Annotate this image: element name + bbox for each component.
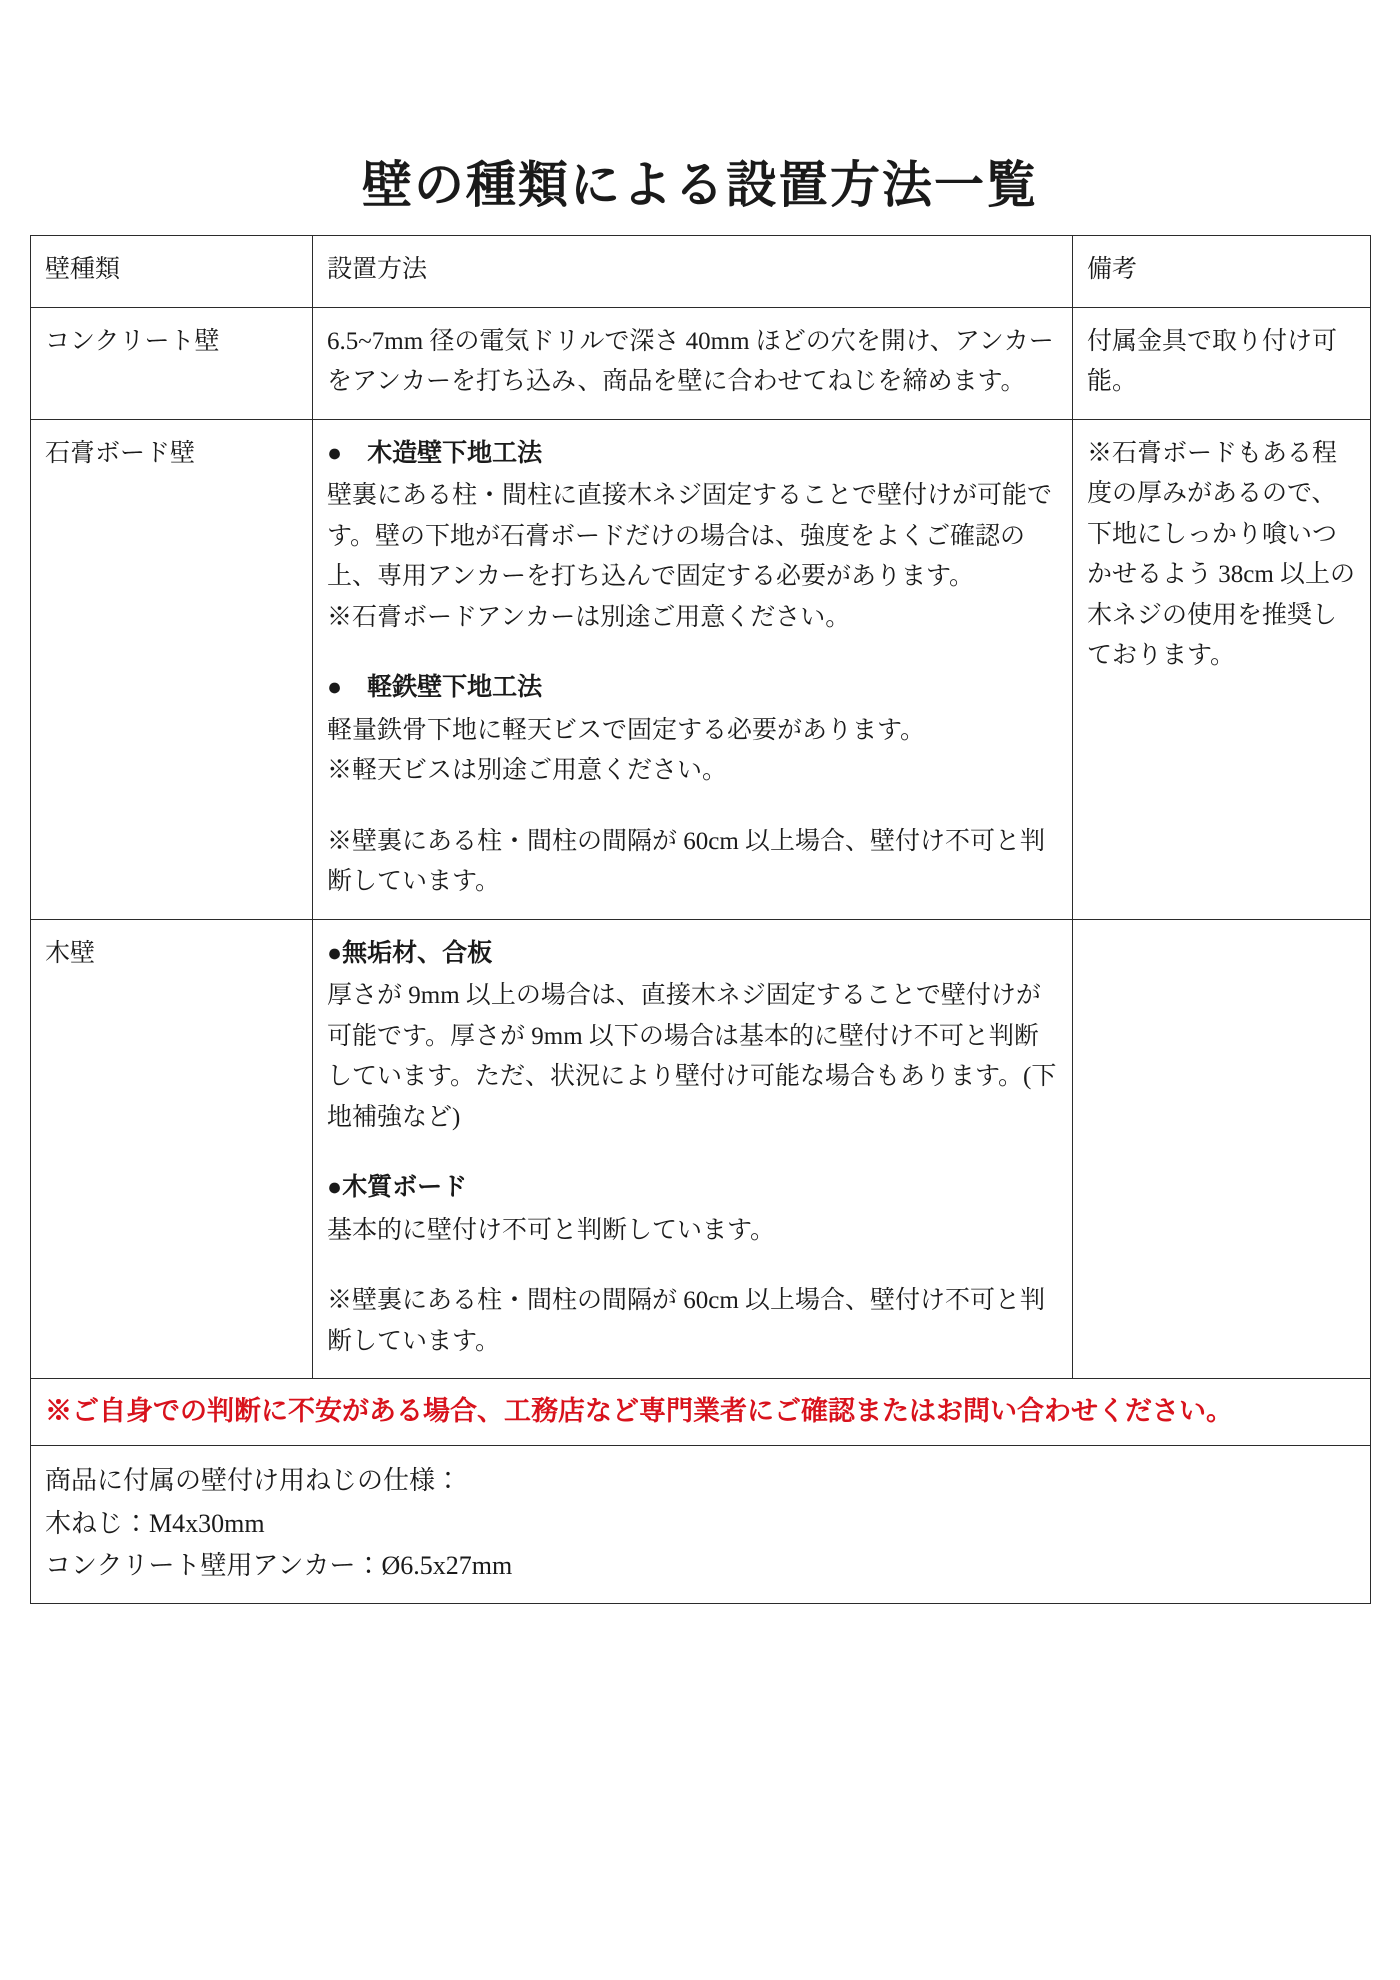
method-note: ※石膏ボードアンカーは別途ご用意ください。: [327, 603, 851, 631]
method-subheading: ●無垢材、合板: [327, 939, 493, 967]
method-wood: [313, 919, 1073, 1379]
wall-type-wood: 木壁: [31, 919, 313, 1379]
column-header-note: 備考: [1073, 236, 1371, 308]
spacer: [327, 638, 1058, 668]
note-gypsum-board: ※石膏ボードもある程度の厚みがあるので、下地にしっかり喰いつかせるよう 38cm 以上の木ネジの使用を推奨しております。: [1073, 419, 1371, 919]
screw-spec-cell: [31, 1446, 1371, 1603]
spacer: [327, 792, 1058, 822]
column-header-method: 設置方法: [313, 236, 1073, 308]
method-note: ※壁裏にある柱・間柱の間隔が 60cm 以上場合、壁付け不可と判断しています。: [327, 1287, 1046, 1355]
method-paragraph: 軽量鉄骨下地に軽天ビスで固定する必要があります。: [327, 716, 926, 744]
warning-text: ※ご自身での判断に不安がある場合、工務店など専門業者にご確認またはお問い合わせください。: [45, 1396, 1233, 1426]
wall-type-concrete: コンクリート壁: [31, 307, 313, 419]
method-paragraph: 基本的に壁付け不可と判断しています。: [327, 1216, 776, 1244]
note-concrete: 付属金具で取り付け可能。: [1073, 307, 1371, 419]
method-subheading: ● 木造壁下地工法: [327, 439, 543, 467]
table-warning-row: [31, 1379, 1371, 1446]
table-row: [31, 919, 1371, 1379]
screw-spec-anchor: コンクリート壁用アンカー：Ø6.5x27mm: [45, 1550, 513, 1580]
table-header-row: [31, 236, 1371, 308]
method-subheading: ●木質ボード: [327, 1174, 468, 1201]
wall-type-gypsum-board: 石膏ボード壁: [31, 419, 313, 919]
wall-installation-table: [30, 235, 1371, 1604]
spacer: [327, 1138, 1058, 1168]
table-footer-row: [31, 1446, 1371, 1603]
warning-cell: [31, 1379, 1371, 1446]
table-row: [31, 307, 1371, 419]
method-note: ※壁裏にある柱・間柱の間隔が 60cm 以上場合、壁付け不可と判断しています。: [327, 827, 1046, 895]
method-subheading: ● 軽鉄壁下地工法: [327, 674, 543, 701]
method-gypsum-board: [313, 419, 1073, 919]
method-paragraph: 厚さが 9mm 以上の場合は、直接木ネジ固定することで壁付けが可能です。厚さが 9mm 以下の場合は基本的に壁付け不可と判断しています。ただ、状況により壁付け可能な場合もあります。(下地補強など): [327, 982, 1057, 1131]
column-header-wall-type: 壁種類: [31, 236, 313, 308]
table-header: [31, 236, 1371, 308]
method-paragraph: 6.5~7mm 径の電気ドリルで深さ 40mm ほどの穴を開け、アンカーをアンカーを打ち込み、商品を壁に合わせてねじを締めます。: [327, 327, 1054, 395]
note-wood: [1073, 919, 1371, 1379]
spacer: [327, 1251, 1058, 1281]
page-title: 壁の種類による設置方法一覧: [362, 157, 1038, 213]
method-concrete: [313, 307, 1073, 419]
method-note: ※軽天ビスは別途ご用意ください。: [327, 757, 728, 784]
table-row: [31, 419, 1371, 919]
method-paragraph: 壁裏にある柱・間柱に直接木ネジ固定することで壁付けが可能です。壁の下地が石膏ボードだけの場合は、強度をよくご確認の上、専用アンカーを打ち込んで固定する必要があります。: [327, 482, 1053, 590]
screw-spec-title: 商品に付属の壁付け用ねじの仕様：: [45, 1466, 462, 1496]
screw-spec-wood: 木ねじ：M4x30mm: [45, 1508, 265, 1538]
